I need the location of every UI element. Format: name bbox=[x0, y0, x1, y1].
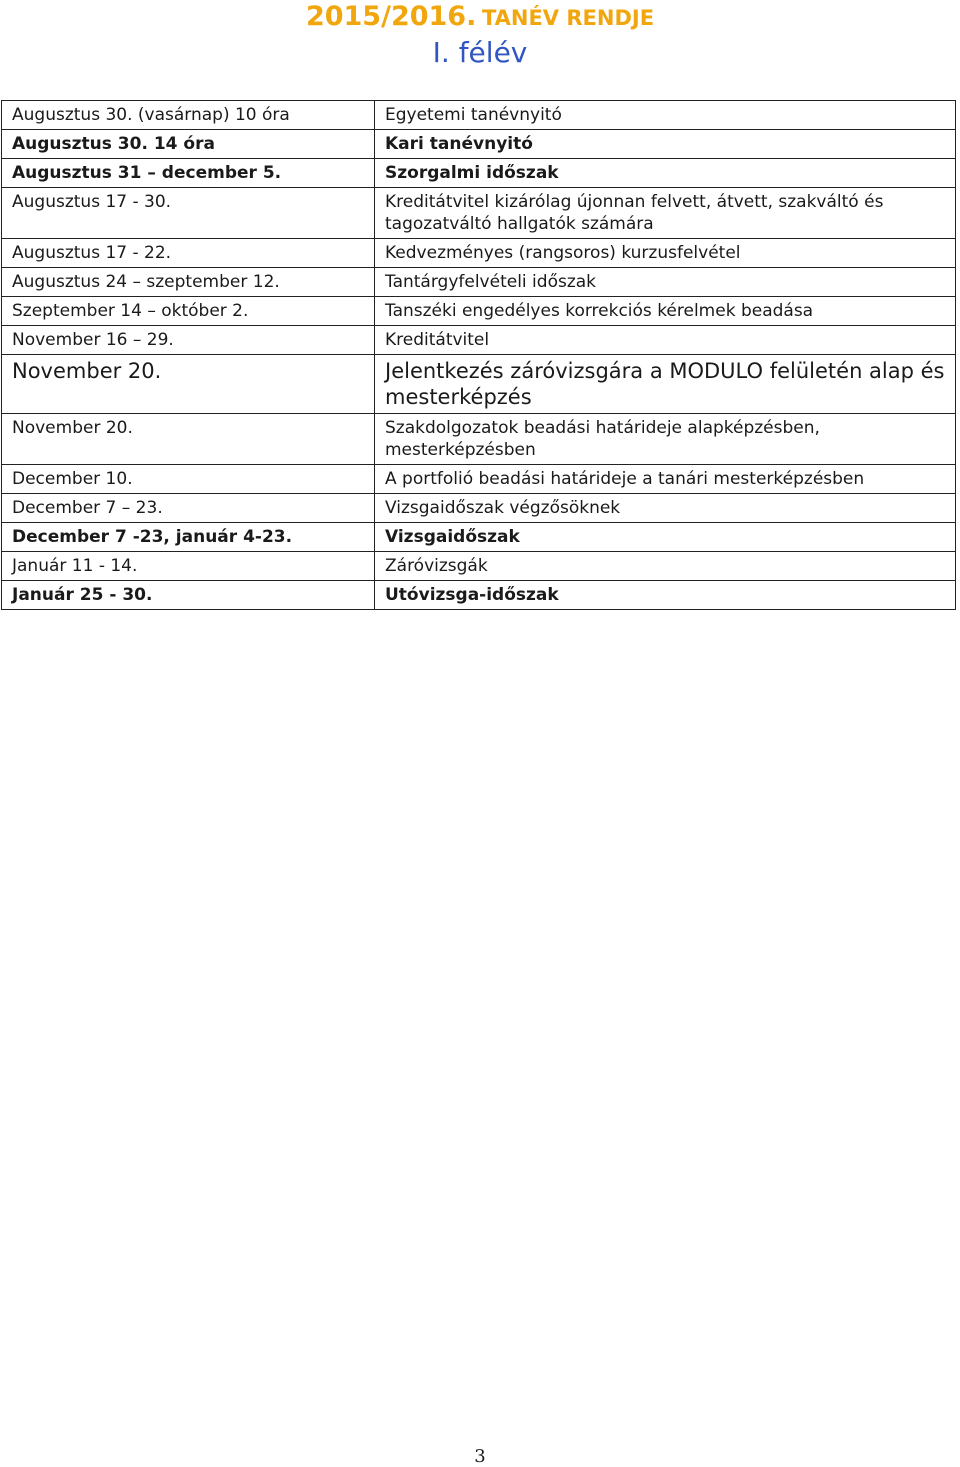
table-row bbox=[2, 101, 956, 130]
schedule-date: November 16 – 29. bbox=[2, 326, 375, 355]
schedule-event: Szorgalmi időszak bbox=[375, 159, 956, 188]
document-title bbox=[0, 0, 960, 34]
schedule-date: December 10. bbox=[2, 465, 375, 494]
table-row bbox=[2, 552, 956, 581]
table-row bbox=[2, 268, 956, 297]
schedule-event: Jelentkezés záróvizsgára a MODULO felületén alap és mesterképzés bbox=[375, 355, 956, 414]
table-row bbox=[2, 297, 956, 326]
schedule-table bbox=[1, 100, 956, 610]
table-row bbox=[2, 355, 956, 414]
title-year: 2015/2016. bbox=[305, 1, 477, 32]
schedule-event: Vizsgaidőszak bbox=[375, 523, 956, 552]
table-row bbox=[2, 465, 956, 494]
schedule-event: Záróvizsgák bbox=[375, 552, 956, 581]
schedule-date: Augusztus 17 - 22. bbox=[2, 239, 375, 268]
table-row bbox=[2, 188, 956, 239]
title-text: TANÉV RENDJE bbox=[481, 6, 655, 30]
schedule-date: December 7 – 23. bbox=[2, 494, 375, 523]
schedule-event: Kreditátvitel kizárólag újonnan felvett, átvett, szakváltó és tagozatváltó hallgatók számára bbox=[375, 188, 956, 239]
schedule-body bbox=[2, 101, 956, 610]
page-number: 3 bbox=[474, 1446, 486, 1467]
schedule-event: A portfolió beadási határideje a tanári mesterképzésben bbox=[375, 465, 956, 494]
table-row bbox=[2, 159, 956, 188]
schedule-date: Január 25 - 30. bbox=[2, 581, 375, 610]
schedule-date: Január 11 - 14. bbox=[2, 552, 375, 581]
schedule-date: November 20. bbox=[2, 414, 375, 465]
table-row bbox=[2, 494, 956, 523]
table-row bbox=[2, 414, 956, 465]
schedule-event: Kreditátvitel bbox=[375, 326, 956, 355]
schedule-date: Augusztus 30. 14 óra bbox=[2, 130, 375, 159]
schedule-event: Szakdolgozatok beadási határideje alapképzésben, mesterképzésben bbox=[375, 414, 956, 465]
schedule-event: Kedvezményes (rangsoros) kurzusfelvétel bbox=[375, 239, 956, 268]
table-row bbox=[2, 326, 956, 355]
schedule-date: Augusztus 17 - 30. bbox=[2, 188, 375, 239]
schedule-date: Augusztus 24 – szeptember 12. bbox=[2, 268, 375, 297]
schedule-date: Augusztus 30. (vasárnap) 10 óra bbox=[2, 101, 375, 130]
schedule-date: November 20. bbox=[2, 355, 375, 414]
schedule-date: Szeptember 14 – október 2. bbox=[2, 297, 375, 326]
schedule-date: Augusztus 31 – december 5. bbox=[2, 159, 375, 188]
schedule-event: Vizsgaidőszak végzősöknek bbox=[375, 494, 956, 523]
table-row bbox=[2, 239, 956, 268]
schedule-event: Utóvizsga-időszak bbox=[375, 581, 956, 610]
table-row bbox=[2, 523, 956, 552]
schedule-event: Tanszéki engedélyes korrekciós kérelmek beadása bbox=[375, 297, 956, 326]
schedule-event: Kari tanévnyitó bbox=[375, 130, 956, 159]
table-row bbox=[2, 130, 956, 159]
schedule-event: Tantárgyfelvételi időszak bbox=[375, 268, 956, 297]
schedule-event: Egyetemi tanévnyitó bbox=[375, 101, 956, 130]
schedule-date: December 7 -23, január 4-23. bbox=[2, 523, 375, 552]
semester-subtitle: I. félév bbox=[432, 36, 528, 69]
table-row bbox=[2, 581, 956, 610]
